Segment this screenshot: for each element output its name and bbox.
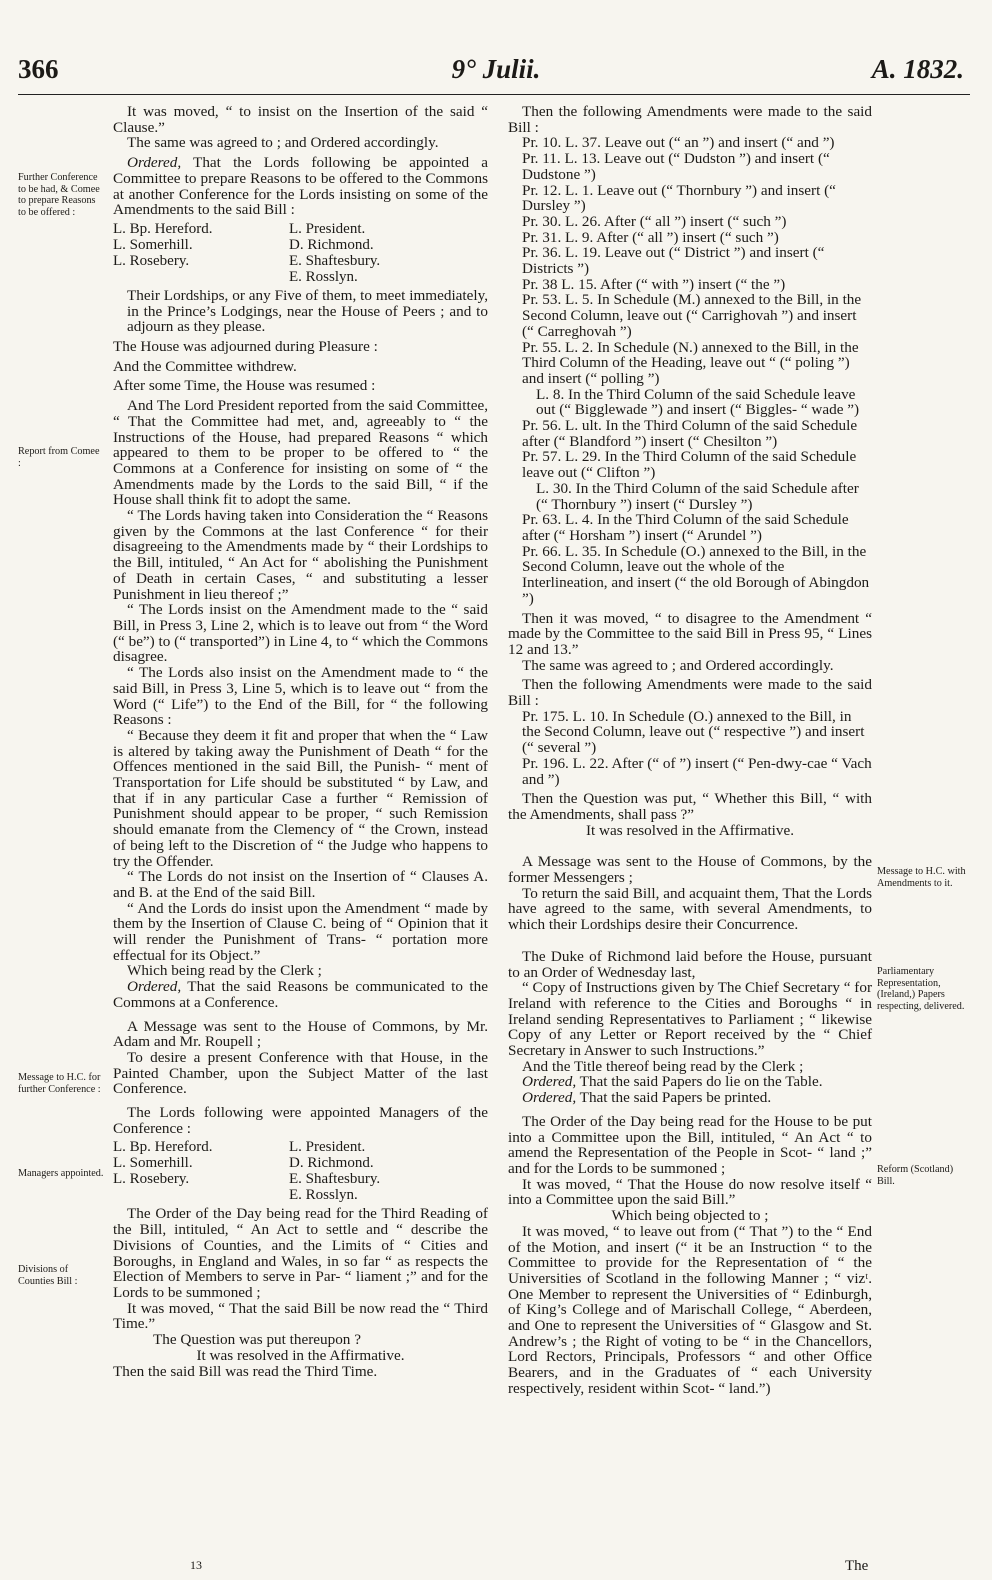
amendment: Pr. 36. L. 19. Leave out (“ District ”) and insert (“ Districts ”)	[522, 244, 825, 278]
paragraph: “ And the Lords do insist upon the Amendment “ made by them by the Insertion of Clause C. being of “ Opinion that it will render the Punishment of Trans- “ portation more effectual for its Object.”	[113, 899, 488, 964]
paragraph-text: That the said Papers be printed.	[576, 1089, 772, 1107]
amendment: Pr. 196. L. 22. After (“ of ”) insert (“ Pen-dwy-cae “ Vach and ”)	[522, 754, 872, 788]
paragraph	[113, 155, 488, 218]
margin-note-further-conference: Further Conference to be had, & Comee to prepare Reasons to be offered :	[18, 172, 100, 218]
amendment: Pr. 11. L. 13. Leave out (“ Dudston ”) and insert (“ Dudstone ”)	[522, 150, 830, 183]
amendment: Pr. 66. L. 35. In Schedule (O.) annexed to the Bill, in the Second Column, leave out the whole of the Interlineation, and insert (“ the old Borough of Abingdon ”)	[522, 542, 870, 607]
margin-note-report: Report from Comee :	[18, 446, 100, 469]
amendment: Pr. 10. L. 37. Leave out (“ an ”) and insert (“ and ”)	[522, 134, 835, 152]
list-item: L. President.	[289, 1139, 366, 1156]
list-item: L. Rosebery.	[113, 252, 190, 269]
amendment: Pr. 53. L. 5. In Schedule (M.) annexed to the Bill, in the Second Column, leave out (“ Carrighovah ”) and insert (“ Carreghovah ”)	[522, 291, 862, 340]
list-item: L. Somerhill.	[113, 1155, 193, 1172]
list-item: L. Somerhill.	[113, 236, 193, 253]
column-right	[508, 104, 872, 1397]
paragraph: The Duke of Richmond laid before the House, pursuant to an Order of Wednesday last,	[508, 947, 872, 981]
amendment: Pr. 175. L. 10. In Schedule (O.) annexed to the Bill, in the Second Column, leave out (“ respective ”) and insert (“ several ”)	[522, 707, 865, 757]
amendment: Pr. 38 L. 15. After (“ with ”) insert (“ the ”)	[522, 275, 786, 293]
paragraph: Then the said Bill was read the Third Time.	[113, 1362, 378, 1380]
paragraph	[508, 1074, 872, 1090]
list-item: E. Rosslyn.	[289, 268, 358, 285]
amendment: Pr. 55. L. 2. In Schedule (N.) annexed to the Bill, in the Third Column of the Heading, leave out “ (“ poling ”) and insert (“ polling ”)	[522, 338, 859, 387]
paragraph: And the Title thereof being read by the Clerk ;	[522, 1057, 804, 1075]
list-item: E. Rosslyn.	[289, 1187, 358, 1204]
paragraph: After some Time, the House was resumed :	[113, 377, 376, 395]
amendment: L. 8. In the Third Column of the said Schedule leave out (“ Bigglewade ”) and insert (“ Biggles- “ wade ”)	[536, 385, 860, 419]
margin-note-message: Message to H.C. for further Conference :	[18, 1072, 101, 1095]
amendment: Pr. 12. L. 1. Leave out (“ Thornbury ”) and insert (“ Dursley ”)	[522, 181, 836, 215]
list-item: L. Bp. Hereford.	[113, 1139, 213, 1156]
list-item: E. Shaftesbury.	[289, 1171, 381, 1188]
paragraph-text: That the said Papers do lie on the Table.	[576, 1073, 823, 1091]
header-rule	[18, 94, 970, 95]
amendment: Pr. 31. L. 9. After (“ all ”) insert (“ such ”)	[522, 228, 779, 246]
paragraph: Their Lordships, or any Five of them, to meet immediately, in the Prince’s Lodgings, near the House of Peers ; and to adjourn as they please.	[127, 286, 488, 336]
paragraph: The Order of the Day being read for the Third Reading of the Bill, intituled, “ An Act to settle and “ describe the Divisions of Counties, and the Limits of “ Cities and Boroughs, in England and Wales, in so far “ as respects the Election of Members to serve in Par- “ liament ;” and for the Lords to be summoned ;	[113, 1205, 488, 1301]
page-number: 366	[18, 54, 59, 84]
paragraph: “ The Lords do not insist on the Insertion of “ Clauses A. and B. at the End of the said Bill.	[113, 868, 488, 901]
ordered-label: Ordered,	[127, 978, 182, 996]
paragraph-text: That the said Reasons be communicated to the Commons at a Conference.	[113, 978, 488, 1011]
paragraph	[113, 979, 488, 1010]
margin-note-managers: Managers appointed.	[18, 1168, 104, 1179]
paragraph: The same was agreed to ; and Ordered accordingly.	[522, 656, 834, 674]
paragraph	[508, 1090, 872, 1106]
header-year: A. 1832.	[871, 54, 964, 84]
list-item	[113, 269, 289, 285]
list-item	[113, 1187, 289, 1203]
amendment: Pr. 56. L. ult. In the Third Column of the said Schedule after (“ Blandford ”) insert (“ Chesilton ”)	[522, 417, 858, 450]
paragraph: To return the said Bill, and acquaint them, That the Lords have agreed to the same, with several Amendments, to which their Lordships desire their Concurrence.	[508, 884, 872, 934]
paragraph: A Message was sent to the House of Commons, by the former Messengers ;	[508, 853, 872, 887]
ordered-label: Ordered,	[522, 1089, 577, 1107]
list-item: L. Bp. Hereford.	[113, 220, 213, 237]
paragraph: “ Because they deem it fit and proper that when the “ Law is altered by taking away the Punishment of Death “ for the Offences mentioned in the said Bill, the Punish- “ ment of Transportation for Life should be substituted “ by Law, and that if in any particular Case a further “ Remission of Punishment should appear to be proper, “ such Remission should emanate from the Clemency of “ the Crown, instead of being left to the Discretion of “ the Judge who happens to try the Offender.	[113, 726, 488, 870]
amendment: L. 30. In the Third Column of the said Schedule after (“ Thornbury ”) insert (“ Dursley ”)	[536, 479, 859, 513]
paragraph: Then the following Amendments were made to the said Bill :	[508, 676, 872, 710]
paragraph: A Message was sent to the House of Commons, by Mr. Adam and Mr. Roupell ;	[113, 1017, 488, 1051]
paragraph-text: That the Lords following be appointed a Committee to prepare Reasons to be offered to the Commons at another Conference for the Lords insisting on some of the Amendments to the said Bill :	[113, 154, 488, 219]
list-item: L. President.	[289, 220, 366, 237]
paragraph: The Lords following were appointed Managers of the Conference :	[113, 1104, 488, 1137]
margin-note-divisions: Divisions of Counties Bill :	[18, 1264, 78, 1287]
paragraph: “ The Lords having taken into Consideration the “ Reasons given by the Commons at the last Conference “ for their disagreeing to the Amendments made by “ their Lordships to the Bill, intituled, “ An Act for “ abolishing the Punishment of Death in certain Cases, “ and substituting a lesser Punishment in lieu thereof ;”	[113, 507, 488, 603]
paragraph: The Order of the Day being read for the House to be put into a Committee upon the Bill, intituled, “ An Act “ to amend the Representation of the People in Scot- “ land ;” and for the Lords to be summoned ;	[508, 1112, 872, 1177]
paragraph: It was moved, “ to insist on the Insertion of the said “ Clause.”	[113, 103, 488, 136]
paragraph: “ Copy of Instructions given by The Chief Secretary “ for Ireland with reference to the Cities and Boroughs “ in Ireland sending Representatives to Parliament ; “ likewise Copy of any Letter or Report received by the “ Chief Secretary in Answer to such Instructions.”	[508, 979, 872, 1060]
list-item: D. Richmond.	[289, 1155, 374, 1172]
ordered-label: Ordered,	[127, 154, 182, 172]
paragraph: The same was agreed to ; and Ordered accordingly.	[127, 134, 439, 152]
list-item: E. Shaftesbury.	[289, 252, 381, 269]
paragraph: It was moved, “ That the said Bill be now read the “ Third Time.”	[113, 1299, 488, 1333]
paragraph: Then the Question was put, “ Whether this Bill, “ with the Amendments, shall pass ?”	[508, 790, 872, 823]
page-header	[0, 54, 992, 94]
amendment: Pr. 57. L. 29. In the Third Column of the said Schedule leave out (“ Clifton ”)	[522, 448, 857, 482]
paragraph: It was moved, “ to leave out from (“ That ”) to the “ End of the Motion, and insert (“ it be an Instruction “ to the Committee to provide for the Representation of “ the Universities of Scotland in the following Manner ; “ vizᵗ. One Member to represent the Universities of “ Edinburgh, of King’s College and of Marischall College, “ Aberdeen, and One to represent the Universities of “ Glasgow and St. Andrew’s ; the Right of voting to be “ in the Chancellors, Lord Rectors, Principals, Professors “ and other Office Bearers, and in the Graduates of “ each University respectively, resident within Scot- “ land.”)	[508, 1222, 872, 1397]
margin-note-message-amendments: Message to H.C. with Amendments to it.	[877, 866, 966, 889]
paragraph: “ The Lords insist on the Amendment made to the “ said Bill, in Press 3, Line 2, which is to leave out from “ the Word (“ be”) to (“ transported”) in Line 4, to “ which the Commons disagree.	[113, 601, 488, 666]
paragraph: “ The Lords also insist on the Amendment made to “ the said Bill, in Press 3, Line 5, which is to leave out “ from the Word (“ Life”) to the End of the Bill, for “ the following Reasons :	[113, 664, 488, 729]
list-item: L. Rosebery.	[113, 1171, 190, 1188]
list-item: D. Richmond.	[289, 236, 374, 253]
paragraph: And The Lord President reported from the said Committee, “ That the Committee had met, and, agreeably to “ the Instructions of the House, had prepared Reasons “ which appeared to them to be proper to be offered to “ the Commons at a Conference for insisting on some of “ the Amendments made by the Lords to the said Bill, “ if the House shall think fit to adopt the same.	[113, 397, 488, 509]
paragraph: The House was adjourned during Pleasure :	[113, 338, 378, 356]
amendment: Pr. 63. L. 4. In the Third Column of the said Schedule after (“ Horsham ”) insert (“ Arundel ”)	[522, 511, 849, 544]
margin-note-parliamentary: Parliamentary Representation, (Ireland,) Papers respecting, delivered.	[877, 966, 965, 1012]
paragraph: Which being read by the Clerk ;	[127, 962, 322, 980]
committee-list	[113, 221, 488, 285]
ordered-label: Ordered,	[522, 1073, 577, 1091]
column-left	[113, 104, 488, 1379]
amendment: Pr. 30. L. 26. After (“ all ”) insert (“ such ”)	[522, 212, 787, 230]
managers-list	[113, 1139, 488, 1203]
catchword: The	[845, 1558, 869, 1574]
paragraph: The Question was put thereupon ?	[153, 1331, 361, 1349]
paragraph: It was resolved in the Affirmative.	[196, 1346, 405, 1364]
paragraph: And the Committee withdrew.	[113, 357, 297, 375]
paragraph: To desire a present Conference with that House, in the Painted Chamber, upon the Subject Matter of the last Conference.	[113, 1048, 488, 1098]
paragraph: Which being objected to ;	[611, 1207, 769, 1225]
paragraph: It was moved, “ That the House do now resolve itself “ into a Committee upon the said Bill.”	[508, 1175, 872, 1209]
paragraph: Then it was moved, “ to disagree to the Amendment “ made by the Committee to the said Bill in Press 95, “ Lines 12 and 13.”	[508, 609, 872, 658]
header-date: 9° Julii.	[451, 54, 541, 84]
margin-note-reform-scotland: Reform (Scotland) Bill.	[877, 1164, 954, 1187]
paragraph: It was resolved in the Affirmative.	[585, 821, 795, 839]
signature-mark: 13	[190, 1558, 202, 1572]
paragraph: Then the following Amendments were made to the said Bill :	[508, 103, 872, 136]
